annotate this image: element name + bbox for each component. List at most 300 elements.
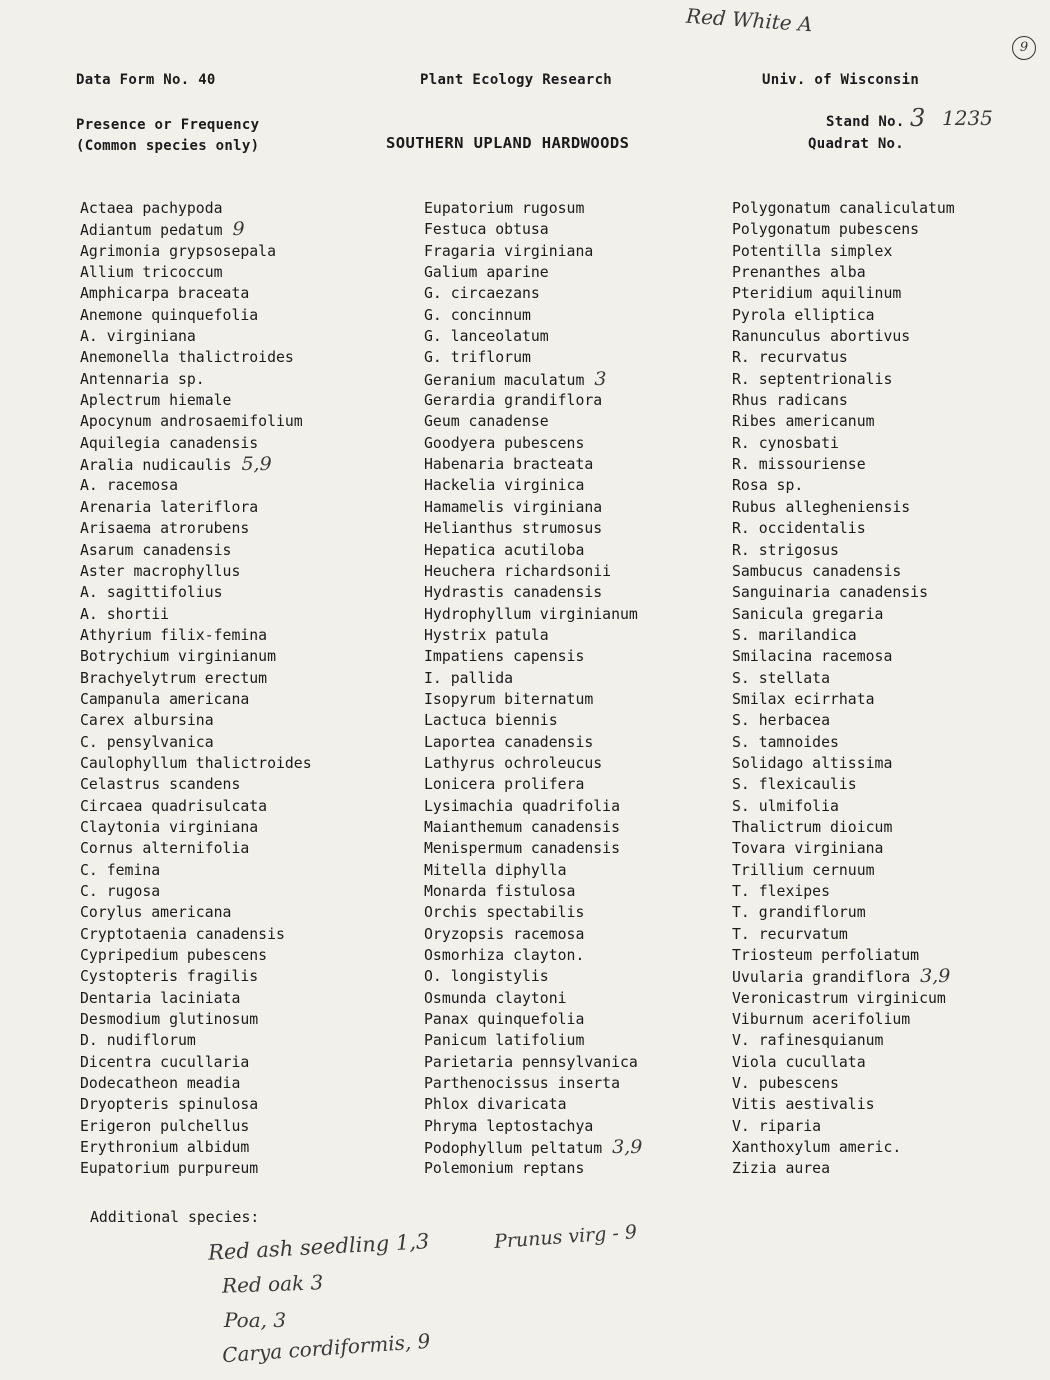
- species-row: [732, 710, 1032, 731]
- species-name: C. rugosa: [80, 883, 161, 900]
- species-row: [424, 1073, 724, 1094]
- species-name: Hystrix patula: [424, 626, 549, 644]
- species-row: [80, 988, 400, 1009]
- species-row: [80, 881, 400, 902]
- species-row: [80, 262, 400, 283]
- species-name: R. recurvatus: [732, 349, 848, 367]
- quadrat-label: Quadrat No.: [808, 136, 905, 152]
- species-row: [424, 796, 724, 817]
- species-name: T. flexipes: [732, 883, 830, 900]
- species-name: C. femina: [80, 861, 161, 879]
- species-row: [732, 732, 1032, 753]
- species-name: Podophyllum peltatum: [424, 1140, 603, 1158]
- species-name: D. nudiflorum: [80, 1032, 196, 1050]
- species-row: [80, 475, 400, 496]
- species-row: [732, 604, 1032, 625]
- species-name: Arenaria lateriflora: [80, 498, 259, 516]
- species-name: R. septentrionalis: [732, 370, 893, 388]
- species-row: [424, 966, 724, 987]
- species-row: [732, 411, 1032, 432]
- species-name: Galium aparine: [424, 264, 549, 282]
- species-row: [732, 518, 1032, 539]
- species-name: Adiantum pedatum: [80, 222, 223, 240]
- species-name: R. strigosus: [732, 541, 839, 559]
- species-name: Antennaria sp.: [80, 370, 205, 388]
- handwritten-red-oak: Red oak 3: [221, 1270, 324, 1298]
- species-name: Hackelia virginica: [424, 477, 585, 495]
- species-row: [424, 454, 724, 475]
- species-name: Monarda fistulosa: [424, 883, 576, 900]
- species-handwritten-note: 3,9: [612, 1136, 643, 1159]
- species-row: [732, 988, 1032, 1009]
- species-row: [732, 347, 1032, 368]
- species-row: [732, 262, 1032, 283]
- species-row: [424, 262, 724, 283]
- species-name: Carex albursina: [80, 712, 214, 730]
- species-row: [80, 945, 400, 966]
- species-name: Triosteum perfoliatum: [732, 947, 920, 965]
- species-row: [80, 689, 400, 710]
- species-row: [732, 689, 1032, 710]
- species-name: Eupatorium purpureum: [80, 1160, 259, 1178]
- species-row: [732, 582, 1032, 603]
- species-name: S. herbacea: [732, 712, 830, 730]
- species-row: [424, 1030, 724, 1051]
- species-name: Cypripedium pubescens: [80, 947, 268, 965]
- species-row: [732, 881, 1032, 902]
- species-row: [80, 561, 400, 582]
- species-name: Dicentra cucullaria: [80, 1053, 250, 1071]
- species-name: G. triflorum: [424, 349, 531, 367]
- species-name: Dodecatheon meadia: [80, 1075, 241, 1093]
- species-name: Anemonella thalictroides: [80, 349, 294, 367]
- species-row: [424, 625, 724, 646]
- species-name: A. shortii: [80, 605, 170, 623]
- species-name: Athyrium filix-femina: [80, 626, 268, 644]
- species-row: [80, 668, 400, 689]
- species-row: [80, 433, 400, 454]
- species-row: [424, 945, 724, 966]
- species-row: [424, 753, 724, 774]
- species-name: Circaea quadrisulcata: [80, 797, 268, 815]
- species-handwritten-note: 3: [594, 367, 607, 390]
- species-name: Rhus radicans: [732, 392, 848, 410]
- species-row: [424, 497, 724, 518]
- species-row: [732, 1030, 1032, 1051]
- species-name: G. circaezans: [424, 285, 540, 303]
- species-name: Aralia nudicaulis: [80, 457, 232, 475]
- species-row: [424, 390, 724, 411]
- species-name: Geranium maculatum: [424, 371, 585, 389]
- species-row: [732, 561, 1032, 582]
- page-number-circle: 9: [1012, 36, 1036, 60]
- species-row: [732, 326, 1032, 347]
- species-name: Polemonium reptans: [424, 1160, 585, 1178]
- species-name: Cornus alternifolia: [80, 840, 250, 858]
- species-row: [424, 1116, 724, 1137]
- species-name: Smilax ecirrhata: [732, 690, 875, 708]
- species-name: Lactuca biennis: [424, 712, 558, 730]
- species-row: [424, 326, 724, 347]
- species-handwritten-note: 9: [232, 218, 245, 241]
- species-row: [732, 1116, 1032, 1137]
- species-name: Thalictrum dioicum: [732, 818, 893, 836]
- species-name: Ranunculus abortivus: [732, 328, 911, 346]
- species-row: [80, 326, 400, 347]
- species-name: Phryma leptostachya: [424, 1117, 594, 1135]
- species-row: [732, 198, 1032, 219]
- species-name: V. riparia: [732, 1117, 822, 1135]
- species-row: [80, 796, 400, 817]
- species-name: Fragaria virginiana: [424, 242, 594, 260]
- species-row: [80, 966, 400, 987]
- species-row: [732, 283, 1032, 304]
- species-row: [424, 924, 724, 945]
- species-row: [732, 924, 1032, 945]
- handwritten-top-note: Red White A: [685, 3, 814, 37]
- species-name: Lathyrus ochroleucus: [424, 754, 603, 772]
- species-name: Corylus americana: [80, 904, 232, 922]
- species-row: [80, 732, 400, 753]
- handwritten-carya: Carya cordiformis, 9: [221, 1328, 432, 1368]
- species-row: [80, 1073, 400, 1094]
- species-row: [80, 774, 400, 795]
- species-name: Hydrastis canadensis: [424, 584, 603, 602]
- species-row: [732, 497, 1032, 518]
- species-name: G. lanceolatum: [424, 328, 549, 346]
- species-name: Rubus allegheniensis: [732, 498, 911, 516]
- species-row: [732, 1009, 1032, 1030]
- species-name: Zizia aurea: [732, 1160, 830, 1178]
- document-title: SOUTHERN UPLAND HARDWOODS: [386, 134, 630, 152]
- species-name: Pteridium aquilinum: [732, 285, 902, 303]
- species-row: [80, 625, 400, 646]
- species-row: [732, 860, 1032, 881]
- species-column-3: [732, 198, 1032, 1180]
- species-row: [424, 305, 724, 326]
- species-name: S. ulmifolia: [732, 797, 839, 815]
- species-name: Vitis aestivalis: [732, 1096, 875, 1114]
- species-name: Apocynum androsaemifolium: [80, 413, 303, 431]
- species-name: Goodyera pubescens: [424, 434, 585, 452]
- species-name: S. flexicaulis: [732, 776, 857, 794]
- species-row: [732, 1073, 1032, 1094]
- species-row: [80, 924, 400, 945]
- species-name: Polygonatum canaliculatum: [732, 200, 955, 217]
- species-row: [80, 454, 400, 475]
- species-row: [80, 518, 400, 539]
- species-name: A. sagittifolius: [80, 584, 223, 602]
- species-name: Orchis spectabilis: [424, 904, 585, 922]
- species-row: [424, 198, 724, 219]
- species-row: [424, 689, 724, 710]
- species-handwritten-note: 3,9: [920, 965, 951, 988]
- species-row: [732, 774, 1032, 795]
- species-row: [80, 1030, 400, 1051]
- species-row: [732, 625, 1032, 646]
- species-name: Phlox divaricata: [424, 1096, 567, 1114]
- species-name: Anemone quinquefolia: [80, 306, 259, 324]
- species-row: [732, 668, 1032, 689]
- species-row: [424, 347, 724, 368]
- species-name: Lysimachia quadrifolia: [424, 797, 620, 815]
- species-name: Geum canadense: [424, 413, 549, 431]
- species-row: [80, 604, 400, 625]
- species-row: [732, 433, 1032, 454]
- species-row: [80, 305, 400, 326]
- handwritten-poa: Poa, 3: [224, 1308, 287, 1332]
- species-name: Dentaria laciniata: [80, 989, 241, 1007]
- species-row: [424, 219, 724, 240]
- species-row: [732, 369, 1032, 390]
- species-name: T. recurvatum: [732, 925, 848, 943]
- species-name: I. pallida: [424, 669, 514, 687]
- species-row: [80, 241, 400, 262]
- species-row: [424, 369, 724, 390]
- species-row: [732, 219, 1032, 240]
- species-name: Brachyelytrum erectum: [80, 669, 268, 687]
- species-row: [424, 1052, 724, 1073]
- species-name: A. virginiana: [80, 328, 196, 346]
- species-name: Viola cucullata: [732, 1053, 866, 1071]
- species-name: Panicum latifolium: [424, 1032, 585, 1050]
- species-name: Botrychium virginianum: [80, 648, 276, 666]
- species-row: [80, 1009, 400, 1030]
- stand-label: Stand No.: [826, 114, 905, 130]
- species-row: [80, 219, 400, 240]
- species-row: [732, 1137, 1032, 1158]
- species-row: [732, 475, 1032, 496]
- species-name: Oryzopsis racemosa: [424, 925, 585, 943]
- species-name: Potentilla simplex: [732, 242, 893, 260]
- species-name: Maianthemum canadensis: [424, 818, 620, 836]
- species-row: [80, 1158, 400, 1179]
- species-row: [424, 646, 724, 667]
- species-name: Dryopteris spinulosa: [80, 1096, 259, 1114]
- species-name: Sambucus canadensis: [732, 562, 902, 580]
- species-row: [732, 390, 1032, 411]
- species-row: [80, 283, 400, 304]
- species-name: Festuca obtusa: [424, 221, 549, 239]
- species-name: Allium tricoccum: [80, 264, 223, 282]
- species-row: [424, 1009, 724, 1030]
- form-number: Data Form No. 40: [76, 72, 216, 88]
- species-row: [732, 241, 1032, 262]
- species-name: Erigeron pulchellus: [80, 1117, 250, 1135]
- species-name: V. rafinesquianum: [732, 1032, 884, 1050]
- species-row: [732, 753, 1032, 774]
- species-row: [424, 732, 724, 753]
- species-row: [80, 497, 400, 518]
- species-row: [80, 347, 400, 368]
- species-row: [80, 860, 400, 881]
- handwritten-prunus: Prunus virg - 9: [493, 1221, 638, 1253]
- species-name: O. longistylis: [424, 968, 549, 986]
- species-name: Osmunda claytoni: [424, 989, 567, 1007]
- species-row: [80, 390, 400, 411]
- species-name: Aster macrophyllus: [80, 562, 241, 580]
- species-row: [80, 540, 400, 561]
- species-row: [424, 860, 724, 881]
- species-row: [732, 646, 1032, 667]
- species-row: [80, 1116, 400, 1137]
- species-name: Prenanthes alba: [732, 264, 866, 282]
- species-row: [732, 1094, 1032, 1115]
- species-row: [424, 902, 724, 923]
- species-name: Parietaria pennsylvanica: [424, 1053, 638, 1071]
- species-name: Asarum canadensis: [80, 541, 232, 559]
- species-name: Veronicastrum virginicum: [732, 989, 946, 1007]
- species-name: R. occidentalis: [732, 520, 866, 538]
- additional-species-label: Additional species:: [90, 1209, 260, 1226]
- species-name: Tovara virginiana: [732, 840, 884, 858]
- species-row: [80, 817, 400, 838]
- species-name: Hydrophyllum virginianum: [424, 605, 638, 623]
- species-row: [424, 604, 724, 625]
- species-row: [80, 646, 400, 667]
- species-row: [732, 796, 1032, 817]
- species-name: Desmodium glutinosum: [80, 1011, 259, 1029]
- species-name: Eupatorium rugosum: [424, 200, 585, 217]
- species-name: Isopyrum biternatum: [424, 690, 594, 708]
- species-name: C. pensylvanica: [80, 733, 214, 751]
- species-row: [424, 710, 724, 731]
- species-row: [424, 1158, 724, 1179]
- species-row: [80, 710, 400, 731]
- species-row: [732, 454, 1032, 475]
- species-row: [732, 1052, 1032, 1073]
- species-row: [732, 902, 1032, 923]
- species-name: Actaea pachypoda: [80, 200, 223, 217]
- species-row: [80, 1052, 400, 1073]
- species-name: Lonicera prolifera: [424, 776, 585, 794]
- organization-name: Plant Ecology Research: [420, 72, 613, 88]
- species-name: Cystopteris fragilis: [80, 968, 259, 986]
- species-column-2: [424, 198, 724, 1180]
- species-row: [424, 475, 724, 496]
- species-row: [424, 817, 724, 838]
- species-name: S. stellata: [732, 669, 830, 687]
- species-name: Habenaria bracteata: [424, 456, 594, 474]
- species-name: Erythronium albidum: [80, 1139, 250, 1157]
- species-name: Aquilegia canadensis: [80, 434, 259, 452]
- species-column-1: [80, 198, 400, 1180]
- stand-number-value: 3: [910, 104, 926, 132]
- species-row: [424, 582, 724, 603]
- species-row: [732, 540, 1032, 561]
- species-name: Arisaema atrorubens: [80, 520, 250, 538]
- species-name: Helianthus strumosus: [424, 520, 603, 538]
- species-name: Pyrola elliptica: [732, 306, 875, 324]
- species-name: S. tamnoides: [732, 733, 839, 751]
- species-name: Sanguinaria canadensis: [732, 584, 928, 602]
- species-name: Laportea canadensis: [424, 733, 594, 751]
- species-row: [732, 945, 1032, 966]
- species-row: [80, 582, 400, 603]
- species-row: [80, 838, 400, 859]
- species-name: Celastrus scandens: [80, 776, 241, 794]
- species-name: Gerardia grandiflora: [424, 392, 603, 410]
- species-name: R. missouriense: [732, 456, 866, 474]
- species-row: [424, 668, 724, 689]
- species-name: Impatiens capensis: [424, 648, 585, 666]
- stand-extra-number: 1235: [942, 106, 993, 130]
- species-name: Parthenocissus inserta: [424, 1075, 620, 1093]
- species-row: [424, 881, 724, 902]
- species-name: Hepatica acutiloba: [424, 541, 585, 559]
- species-name: Mitella diphylla: [424, 861, 567, 879]
- species-name: Caulophyllum thalictroides: [80, 754, 312, 772]
- species-name: V. pubescens: [732, 1075, 839, 1093]
- species-row: [424, 411, 724, 432]
- species-row: [732, 966, 1032, 987]
- presence-label: Presence or Frequency: [76, 117, 260, 133]
- species-row: [732, 305, 1032, 326]
- species-name: Solidago altissima: [732, 754, 893, 772]
- species-row: [424, 838, 724, 859]
- species-row: [80, 753, 400, 774]
- species-name: Aplectrum hiemale: [80, 392, 232, 410]
- species-name: Rosa sp.: [732, 477, 804, 495]
- species-row: [80, 198, 400, 219]
- common-species-label: (Common species only): [76, 138, 260, 154]
- species-name: Agrimonia grypsosepala: [80, 242, 276, 260]
- species-name: Trillium cernuum: [732, 861, 875, 879]
- species-name: A. racemosa: [80, 477, 178, 495]
- species-name: Amphicarpa braceata: [80, 285, 250, 303]
- species-row: [732, 817, 1032, 838]
- species-name: G. concinnum: [424, 306, 531, 324]
- species-name: Uvularia grandiflora: [732, 969, 911, 987]
- species-name: S. marilandica: [732, 626, 857, 644]
- species-row: [80, 1137, 400, 1158]
- species-row: [424, 283, 724, 304]
- species-row: [80, 411, 400, 432]
- species-row: [424, 518, 724, 539]
- species-row: [424, 774, 724, 795]
- species-name: Campanula americana: [80, 690, 250, 708]
- species-name: Cryptotaenia canadensis: [80, 925, 285, 943]
- species-name: Claytonia virginiana: [80, 818, 259, 836]
- species-row: [424, 540, 724, 561]
- university-name: Univ. of Wisconsin: [762, 72, 920, 88]
- species-name: Panax quinquefolia: [424, 1011, 585, 1029]
- species-row: [732, 1158, 1032, 1179]
- species-row: [80, 902, 400, 923]
- species-name: Xanthoxylum americ.: [732, 1139, 902, 1157]
- species-row: [424, 433, 724, 454]
- species-name: Sanicula gregaria: [732, 605, 884, 623]
- species-name: Osmorhiza clayton.: [424, 947, 585, 965]
- species-row: [424, 241, 724, 262]
- species-name: Smilacina racemosa: [732, 648, 893, 666]
- species-name: Polygonatum pubescens: [732, 221, 920, 239]
- species-name: Viburnum acerifolium: [732, 1011, 911, 1029]
- species-name: R. cynosbati: [732, 434, 839, 452]
- species-name: Ribes americanum: [732, 413, 875, 431]
- species-handwritten-note: 5,9: [241, 453, 272, 476]
- species-row: [732, 838, 1032, 859]
- species-name: T. grandiflorum: [732, 904, 866, 922]
- species-row: [80, 369, 400, 390]
- handwritten-red-ash: Red ash seedling 1,3: [207, 1229, 430, 1265]
- species-row: [424, 1094, 724, 1115]
- species-row: [424, 1137, 724, 1158]
- species-name: Hamamelis virginiana: [424, 498, 603, 516]
- species-name: Heuchera richardsonii: [424, 562, 612, 580]
- species-row: [80, 1094, 400, 1115]
- species-row: [424, 988, 724, 1009]
